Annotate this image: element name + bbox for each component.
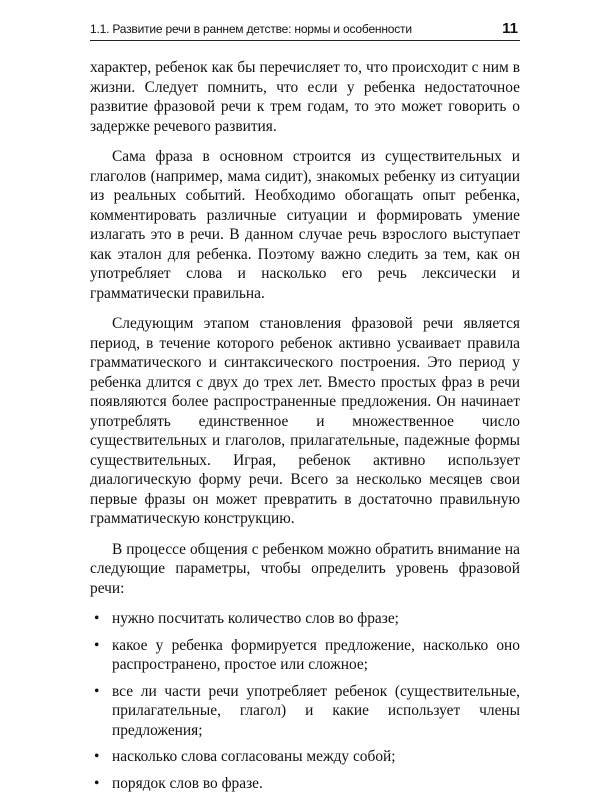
bullet-icon: •: [94, 748, 100, 765]
list-item-text: все ли части речи употребляет ребенок (существительные, прилагательные, глагол) и какие использует члены предложения;: [112, 682, 520, 739]
list-item-text: нужно посчитать количество слов во фразе;: [112, 610, 399, 627]
list-item: [90, 682, 520, 741]
paragraph-phrase-structure: Сама фраза в основном строится из существительных и глаголов (например, мама сидит), знакомых ребенку из ситуации из реальных событий. Необходимо обогащать опыт ребенка, комментировать различные ситуации и формировать умение излагать это в речи. В данном случае речь взрослого выступает как эталон для ребенка. Поэтому важно следить за тем, как он употребляет слова и насколько его речь лексически и грамматически правильна.: [90, 148, 520, 302]
list-item-text: насколько слова согласованы между собой;: [112, 748, 396, 765]
list-item-text: какое у ребенка формируется предложение, насколько оно распространено, простое или сложное;: [112, 636, 520, 673]
list-item: [90, 774, 520, 794]
bullet-icon: •: [94, 636, 100, 654]
page-number: 11: [502, 20, 518, 37]
paragraph-grammar-stage: Следующим этапом становления фразовой речи является период, в течение которого ребенок активно усваивает правила грамматического и синтаксического построения. Это период у ребенка длится с двух до трех лет. Вместо простых фраз в речи появляются более распространенные предложения. Он начинает употреблять единственное и множественное число существительных и глаголов, прилагательные, падежные формы существительных. Играя, ребенок активно использует диалогическую форму речи. Всего за несколько месяцев свои первые фразы он может превратить в достаточно правильную грамматическую конструкцию.: [90, 315, 520, 527]
list-item: [90, 609, 520, 629]
bullet-icon: •: [94, 610, 100, 627]
body-text: [90, 58, 520, 800]
section-title: 1.1. Развитие речи в раннем детстве: нормы и особенности: [90, 22, 412, 36]
paragraph-parameters-intro: В процессе общения с ребенком можно обратить внимание на следующие параметры, чтобы определить уровень фразовой речи:: [90, 540, 520, 597]
bullet-icon: •: [94, 774, 100, 792]
running-head: [90, 14, 520, 41]
list-item: [90, 636, 520, 675]
bullet-icon: •: [94, 682, 100, 700]
parameters-list: [90, 609, 520, 793]
list-item-text: порядок слов во фразе.: [112, 774, 263, 792]
paragraph-continuation: характер, ребенок как бы перечисляет то, что происходит с ним в жизни. Следует помнить, что если у ребенка недостаточное развитие фразовой речи к трем годам, то это может говорить о задержке речевого развития.: [90, 59, 520, 135]
